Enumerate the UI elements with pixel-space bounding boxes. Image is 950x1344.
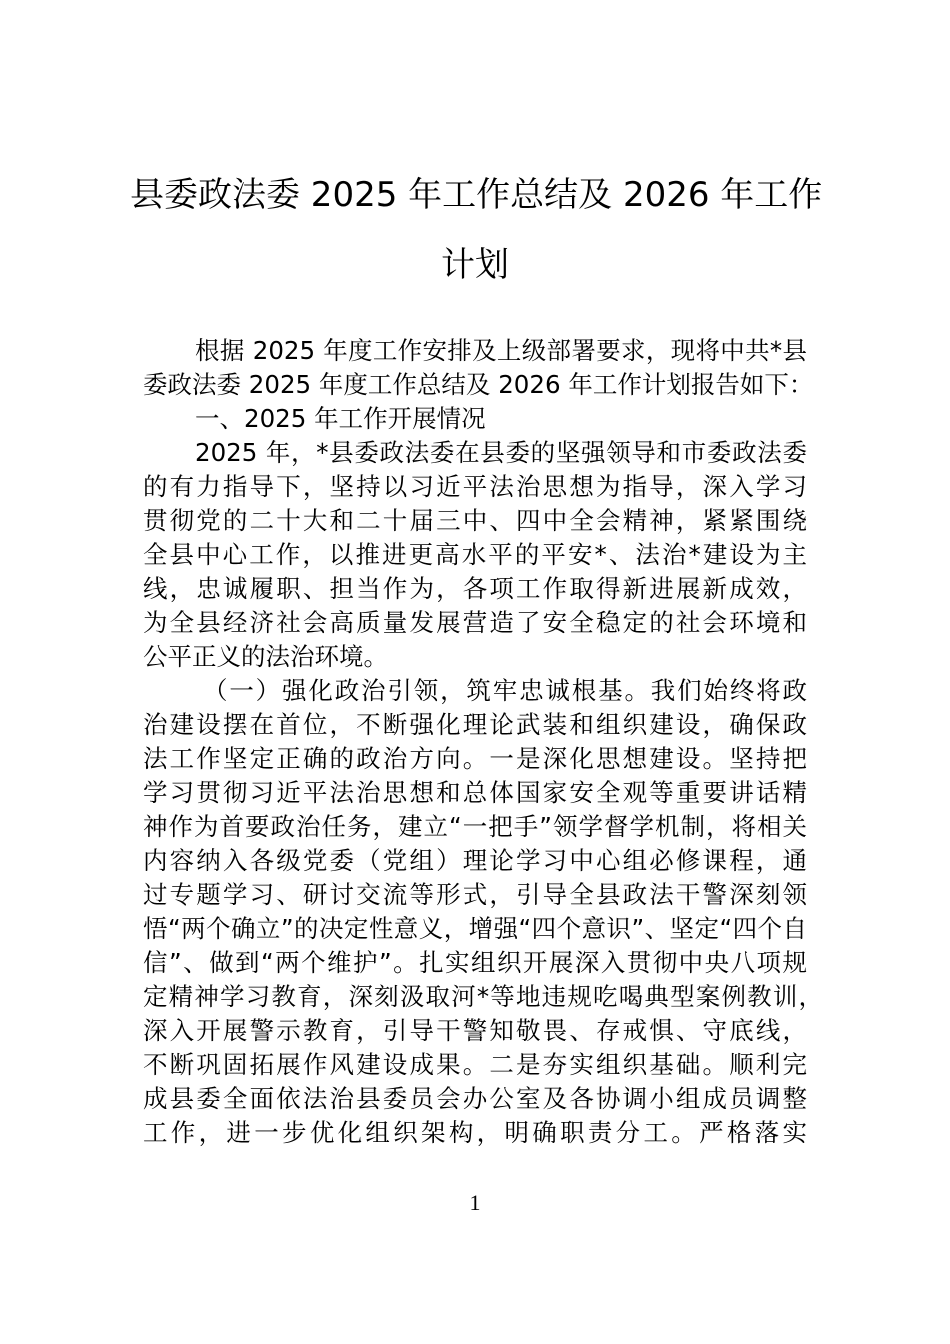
paragraph-line: 不断巩固拓展作风建设成果。二是夯实组织基础。顺利完	[143, 1050, 807, 1079]
paragraph-line: 悟“两个确立”的决定性意义，增强“四个意识”、坚定“四个自	[143, 914, 807, 943]
paragraph-line: 公平正义的法治环境。	[143, 642, 388, 671]
paragraph-line: 学习贯彻习近平法治思想和总体国家安全观等重要讲话精	[143, 778, 807, 807]
paragraph-line: 工作，进一步优化组织架构，明确职责分工。严格落实	[143, 1118, 807, 1147]
paragraph-line: 2025 年，*县委政法委在县委的坚强领导和市委政法委	[195, 438, 807, 467]
paragraph-line: 深入开展警示教育，引导干警知敬畏、存戒惧、守底线，	[143, 1016, 807, 1045]
paragraph-line: 过专题学习、研讨交流等形式，引导全县政法干警深刻领	[143, 880, 807, 909]
paragraph-line: （一）强化政治引领，筑牢忠诚根基。我们始终将政	[203, 676, 807, 705]
paragraph-line: 为全县经济社会高质量发展营造了安全稳定的社会环境和	[143, 608, 807, 637]
paragraph-line: 信”、做到“两个维护”。扎实组织开展深入贯彻中央八项规	[143, 948, 807, 977]
page-number: 1	[469, 1190, 481, 1215]
intro-line: 根据 2025 年度工作安排及上级部署要求，现将中共*县	[195, 336, 807, 365]
paragraph-line: 线，忠诚履职、担当作为，各项工作取得新进展新成效，	[143, 574, 807, 603]
document-body	[143, 334, 823, 1150]
paragraph-line: 法工作坚定正确的政治方向。一是深化思想建设。坚持把	[143, 744, 807, 773]
section-heading: 一、2025 年工作开展情况	[195, 404, 486, 433]
paragraph-line: 成县委全面依法治县委员会办公室及各协调小组成员调整	[143, 1084, 807, 1113]
document-title-line-2: 计划	[441, 245, 509, 285]
paragraph-line: 神作为首要政治任务，建立“一把手”领学督学机制，将相关	[143, 812, 807, 841]
paragraph-line: 贯彻党的二十大和二十届三中、四中全会精神，紧紧围绕	[143, 506, 807, 535]
intro-line: 委政法委 2025 年度工作总结及 2026 年工作计划报告如下：	[143, 370, 814, 399]
paragraph-line: 内容纳入各级党委（党组）理论学习中心组必修课程，通	[143, 846, 807, 875]
paragraph-line: 定精神学习教育，深刻汲取河*等地违规吃喝典型案例教训，	[143, 982, 823, 1011]
paragraph-line: 全县中心工作，以推进更高水平的平安*、法治*建设为主	[143, 540, 807, 569]
paragraph-line: 的有力指导下，坚持以习近平法治思想为指导，深入学习	[143, 472, 807, 501]
paragraph-line: 治建设摆在首位，不断强化理论武装和组织建设，确保政	[143, 710, 807, 739]
document-title-line-1: 县委政法委 2025 年工作总结及 2026 年工作	[130, 175, 823, 215]
